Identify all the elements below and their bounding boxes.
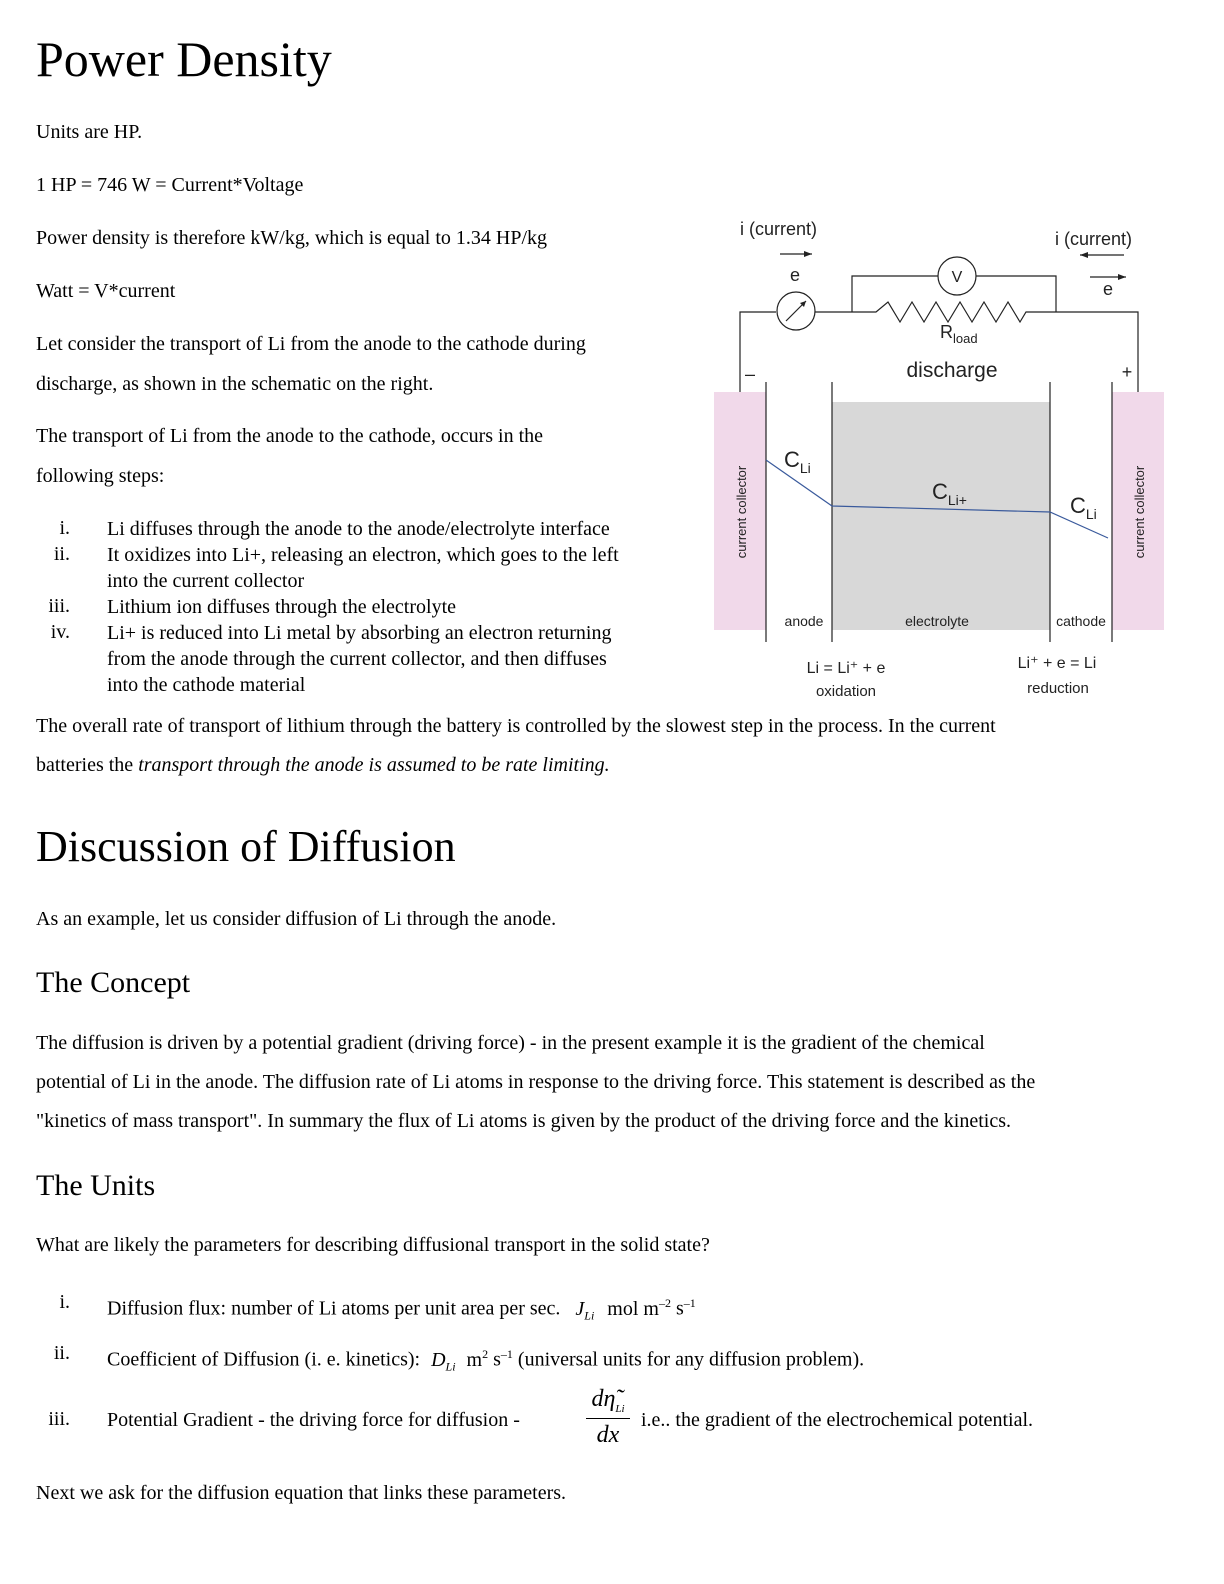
conc-main: C (1070, 493, 1086, 518)
current-collector-label-right: current collector (1132, 465, 1147, 559)
conc-sub: Li (799, 460, 811, 476)
conc-main: C (784, 447, 800, 472)
numerator-subscript: Li (615, 1402, 625, 1415)
paragraph-concept-line1: The diffusion is driven by a potential gradient (driving force) - in the present example it is the gradient of the chemical (36, 1032, 985, 1054)
current-label-left: i (current) (740, 219, 818, 239)
concentration-label-anode (784, 447, 811, 476)
paragraph-power-density: Power density is therefore kW/kg, which is equal to 1.34 HP/kg (36, 227, 548, 249)
electron-label-right: e (1102, 279, 1114, 299)
resistor-label-main: R (940, 322, 953, 342)
step-number: iv. (50, 621, 70, 643)
positive-terminal-label: + (1121, 362, 1133, 382)
paragraph-watt: Watt = V*current (36, 280, 176, 302)
paragraph-steps-intro-line2: following steps: (36, 465, 165, 487)
units-item-potential-gradient: Potential Gradient - the driving force for diffusion - (107, 1409, 520, 1431)
current-label-right: i (current) (1055, 229, 1133, 249)
step-text: into the current collector (107, 570, 305, 592)
flux-subscript: Li (584, 1308, 595, 1323)
flux-units: mol m (607, 1297, 659, 1320)
reduction-label: reduction (1027, 680, 1089, 697)
units-item-number: ii. (53, 1342, 70, 1364)
units-item-diffusion-coefficient (107, 1341, 864, 1380)
fraction-denominator: dx (596, 1422, 620, 1448)
paragraph-hp-definition: 1 HP = 746 W = Current*Voltage (36, 174, 304, 196)
anode-label: anode (784, 613, 824, 629)
electrolyte-label: electrolyte (905, 613, 969, 629)
section-title-diffusion: Discussion of Diffusion (36, 822, 456, 871)
paragraph-closing: Next we ask for the diffusion equation that links these parameters. (36, 1482, 567, 1504)
battery-discharge-schematic (700, 210, 1180, 705)
cathode-label: cathode (1056, 613, 1106, 629)
diffusion-subscript: Li (445, 1359, 456, 1374)
paragraph-concept-line2: potential of Li in the anode. The diffusion rate of Li atoms in response to the driving force. This statement is described as the (36, 1071, 1036, 1093)
resistor-label (940, 322, 978, 346)
reduction-equation: Li⁺ + e = Li (1017, 655, 1097, 672)
diffusion-exponent: 2 (482, 1347, 489, 1361)
paragraph-concept-line3: "kinetics of mass transport". In summary the flux of Li atoms is given by the product of the driving force and the kinetics. (36, 1110, 1011, 1132)
paragraph-transport-intro-line1: Let consider the transport of Li from the anode to the cathode during (36, 333, 586, 355)
discharge-label: discharge (906, 359, 998, 382)
flux-exponent: –2 (658, 1296, 671, 1310)
concentration-label-cathode (1070, 493, 1097, 522)
numerator-symbol: dη̃ (591, 1386, 616, 1412)
paragraph-overall-rate-line2 (36, 753, 610, 778)
step-text: Lithium ion diffuses through the electrolyte (107, 596, 457, 618)
conc-main: C (932, 479, 948, 504)
paragraph-steps-intro-line1: The transport of Li from the anode to the cathode, occurs in the (36, 425, 544, 447)
step-text: Li+ is reduced into Li metal by absorbing an electron returning (107, 622, 612, 644)
units-item-text: Diffusion flux: number of Li atoms per unit area per sec. (107, 1297, 561, 1320)
voltmeter-label: V (951, 269, 963, 286)
diffusion-symbol: D (431, 1348, 446, 1371)
conc-sub: Li+ (947, 492, 967, 508)
paragraph-transport-intro-line2: discharge, as shown in the schematic on the right. (36, 373, 434, 395)
overall-rate-emphasis: transport through the anode is assumed to be rate limiting. (138, 754, 610, 776)
subsection-title-concept: The Concept (36, 966, 191, 999)
fraction-numerator (582, 1386, 634, 1422)
overall-rate-prefix: batteries the (36, 754, 139, 776)
paragraph-diffusion-intro: As an example, let us consider diffusion of Li through the anode. (36, 908, 557, 930)
fraction-bar (586, 1418, 630, 1419)
step-text: into the cathode material (107, 674, 306, 696)
units-item-number: i. (59, 1291, 70, 1313)
subsection-title-units: The Units (36, 1169, 156, 1202)
oxidation-equation: Li = Li⁺ + e (806, 660, 886, 677)
diffusion-units-s: s (488, 1348, 501, 1371)
flux-symbol: J (575, 1297, 585, 1320)
conc-sub: Li (1085, 506, 1097, 522)
page-title: Power Density (36, 31, 332, 87)
diffusion-units: m (466, 1348, 483, 1371)
flux-exponent: –1 (683, 1296, 696, 1310)
step-number: iii. (48, 595, 70, 617)
resistor-label-sub: load (953, 331, 978, 346)
arrow-head (1080, 252, 1088, 258)
diffusion-exponent: –1 (500, 1347, 513, 1361)
step-text: from the anode through the current collector, and then diffuses (107, 648, 607, 670)
oxidation-label: oxidation (815, 683, 877, 700)
paragraph-units: Units are HP. (36, 121, 143, 143)
paragraph-overall-rate-line1: The overall rate of transport of lithium through the battery is controlled by the slowest step in the process. In the current (36, 715, 996, 737)
units-item-text: Coefficient of Diffusion (i. e. kinetics): (107, 1348, 421, 1371)
step-number: ii. (53, 543, 70, 565)
step-number: i. (59, 517, 70, 539)
paragraph-units-question: What are likely the parameters for describing diffusional transport in the solid state? (36, 1234, 710, 1256)
voltmeter-wire-right (976, 276, 1056, 312)
units-item-flux (107, 1290, 696, 1329)
step-text: Li diffuses through the anode to the anode/electrolyte interface (107, 518, 610, 540)
units-item-number: iii. (48, 1408, 70, 1430)
current-collector-label-left: current collector (734, 465, 749, 559)
diffusion-tail: (universal units for any diffusion problem). (512, 1348, 865, 1371)
step-text: It oxidizes into Li+, releasing an electron, which goes to the left (107, 544, 619, 566)
arrow-head (1118, 274, 1126, 280)
units-item-potential-tail: i.e.. the gradient of the electrochemical potential. (641, 1409, 1034, 1431)
arrow-head (804, 251, 812, 257)
voltmeter-wire-left (852, 276, 938, 312)
negative-terminal-label: – (744, 364, 756, 384)
electron-label-left: e (789, 265, 801, 285)
flux-units-s: s (670, 1297, 684, 1320)
electrolyte-region (832, 402, 1050, 630)
